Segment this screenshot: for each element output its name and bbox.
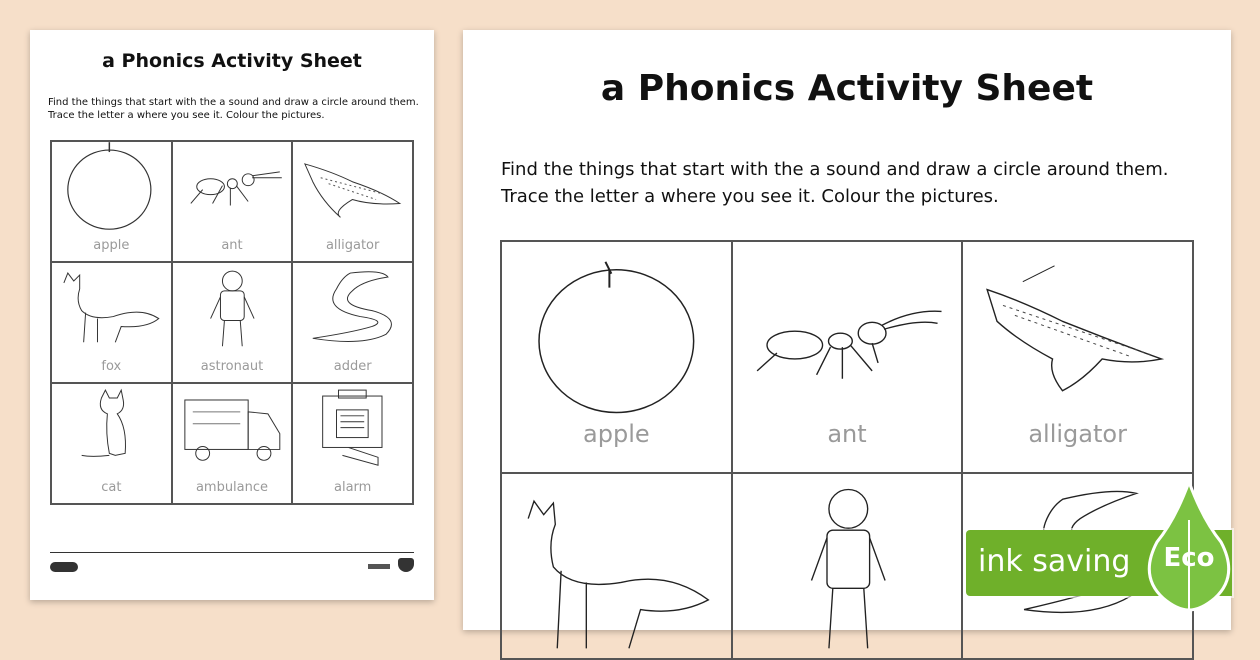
brand-logo-icon (398, 558, 414, 572)
footer-divider (50, 552, 414, 553)
publisher-logo-icon (50, 562, 78, 572)
picture-cell-fox (51, 262, 172, 383)
instructions (48, 96, 419, 122)
picture-cell-apple (501, 241, 732, 473)
instruction-line: Find the things that start with the a sound and draw a circle around them. (501, 159, 1169, 180)
instructions (501, 156, 1169, 210)
picture-cell-ambulance (172, 383, 293, 504)
word-label: adder (333, 359, 372, 374)
instruction-line: Find the things that start with the a sound and draw a circle around them. (48, 97, 419, 108)
picture-cell-astronaut (732, 473, 963, 659)
word-label: fox (101, 359, 122, 374)
word-label: ant (221, 238, 243, 253)
picture-cell-adder (292, 262, 413, 383)
picture-cell-alligator (962, 241, 1193, 473)
worksheet-thumbnail (30, 30, 434, 600)
picture-cell-cat (51, 383, 172, 504)
word-label: apple (583, 420, 650, 448)
picture-cell-fox (501, 473, 732, 659)
instruction-line: Trace the letter a where you see it. Colour the pictures. (48, 110, 325, 121)
fox-icon (502, 474, 731, 658)
eco-label: Eco (1163, 543, 1215, 573)
word-label: astronaut (200, 359, 264, 374)
footer-mark (368, 564, 390, 569)
page-title: a Phonics Activity Sheet (102, 50, 362, 72)
picture-cell-ant (732, 241, 963, 473)
picture-grid (500, 240, 1194, 660)
word-label: ant (827, 420, 867, 448)
astronaut-icon (733, 474, 962, 658)
page-title: a Phonics Activity Sheet (600, 68, 1094, 109)
picture-grid (50, 140, 414, 505)
picture-cell-alarm (292, 383, 413, 504)
picture-cell-astronaut (172, 262, 293, 383)
word-label: ambulance (195, 480, 269, 495)
page-footer (50, 552, 414, 578)
word-label: alligator (325, 238, 380, 253)
picture-cell-apple (51, 141, 172, 262)
word-label: alarm (333, 480, 372, 495)
word-label: apple (93, 238, 130, 253)
word-label: alligator (1028, 420, 1127, 448)
banner-text: ink saving (978, 544, 1131, 579)
word-label: cat (101, 480, 122, 495)
picture-cell-ant (172, 141, 293, 262)
instruction-line: Trace the letter a where you see it. Colour the pictures. (501, 186, 999, 207)
picture-cell-alligator (292, 141, 413, 262)
